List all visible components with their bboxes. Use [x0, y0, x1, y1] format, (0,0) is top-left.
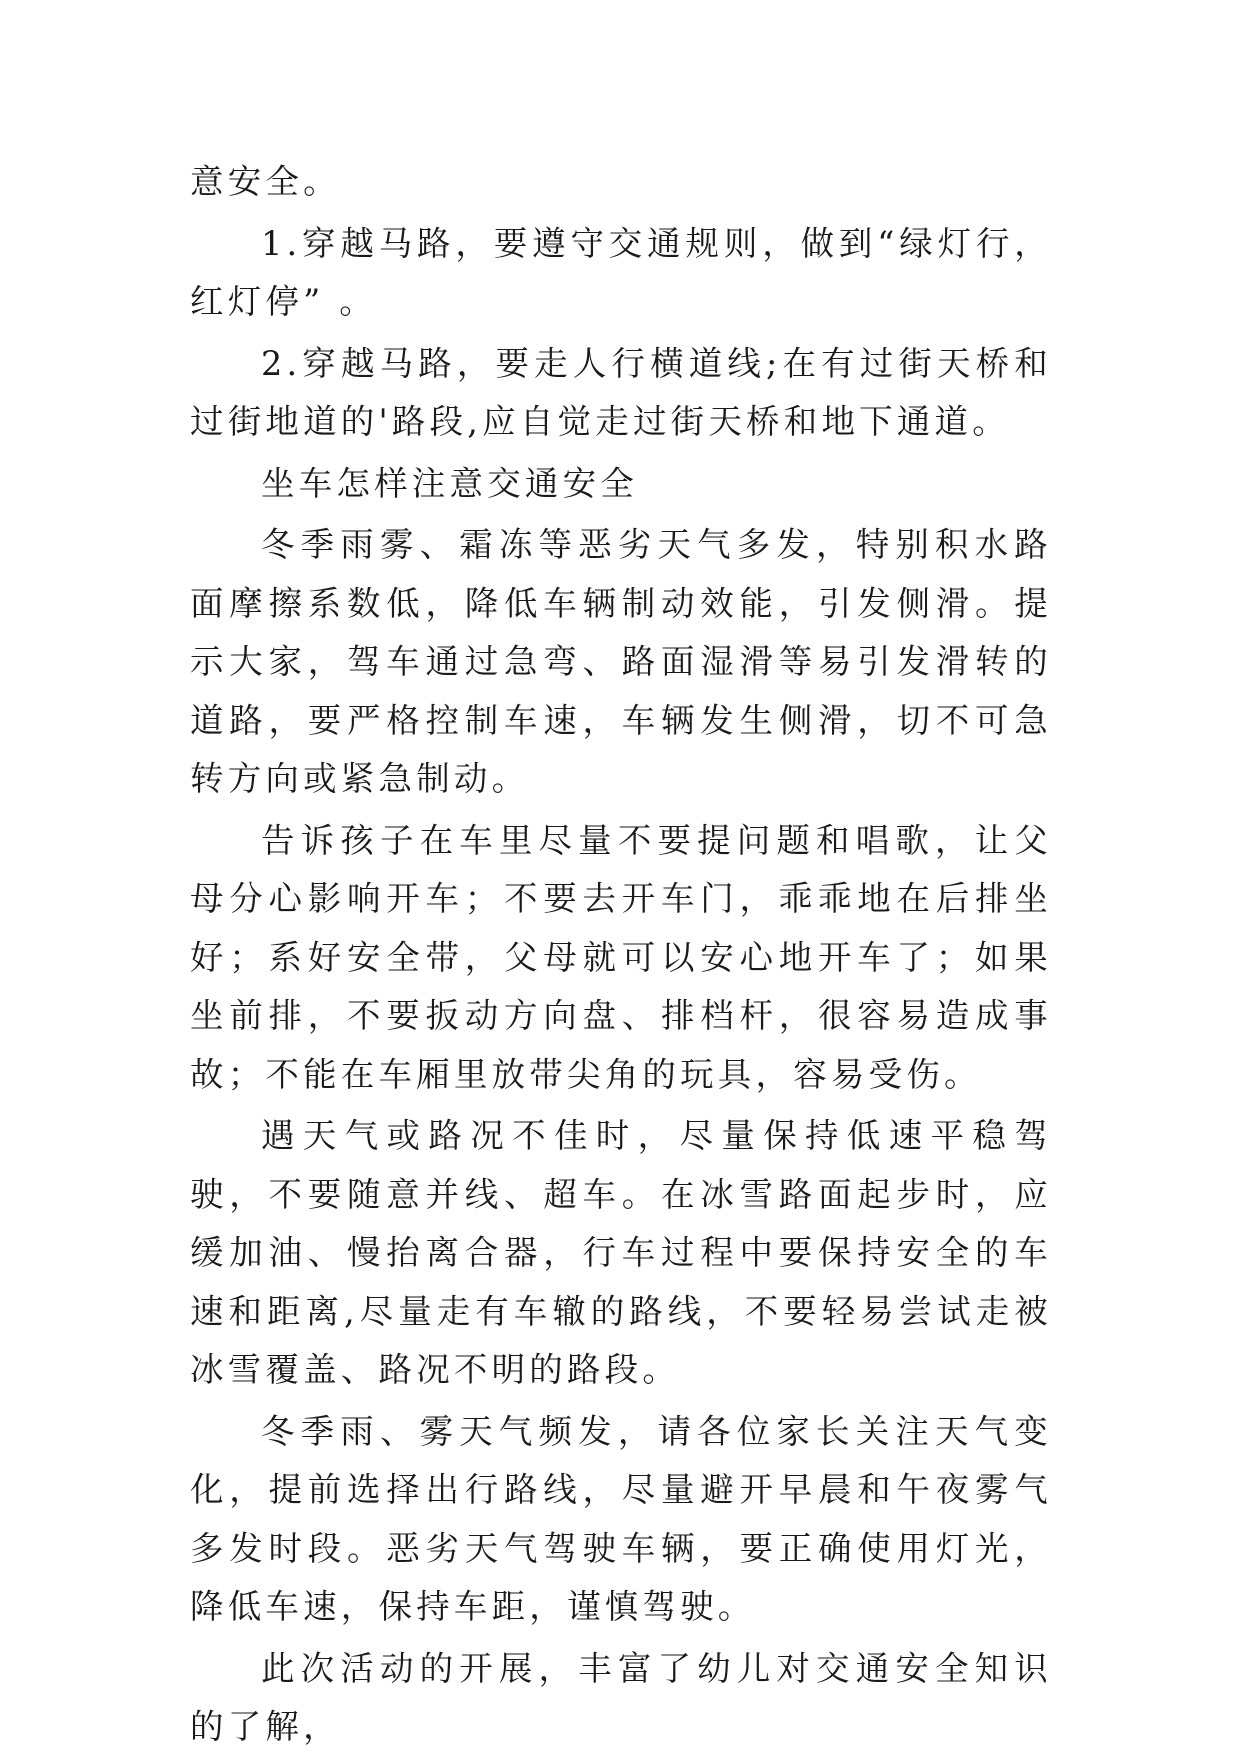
paragraph-child-in-car: 告诉孩子在车里尽量不要提问题和唱歌，让父母分心影响开车；不要去开车门，乖乖地在后排坐好；系好安全带，父母就可以安心地开车了；如果坐前排，不要扳动方向盘、排档杆，很容易造成事故；不能在车厢里放带尖角的玩具，容易受伤。	[190, 820, 1052, 1094]
paragraph-rule-1: 1.穿越马路，要遵守交通规则，做到“绿灯行，红灯停” 。	[190, 223, 1052, 321]
paragraph-rain-fog: 冬季雨、雾天气频发，请各位家长关注天气变化，提前选择出行路线，尽量避开早晨和午夜雾气多发时段。恶劣天气驾驶车辆，要正确使用灯光，降低车速，保持车距，谨慎驾驶。	[190, 1411, 1052, 1626]
document-body	[190, 153, 1052, 1760]
paragraph-rule-2: 2.穿越马路，要走人行横道线;在有过街天桥和过街地道的'路段,应自觉走过街天桥和地下通道。	[190, 343, 1052, 441]
paragraph-bad-road: 遇天气或路况不佳时，尽量保持低速平稳驾驶，不要随意并线、超车。在冰雪路面起步时，应缓加油、慢抬离合器，行车过程中要保持安全的车速和距离,尽量走有车辙的路线，不要轻易尝试走被冰雪覆盖、路况不明的路段。	[190, 1116, 1052, 1389]
paragraph-activity: 此次活动的开展，丰富了幼儿对交通安全知识的了解，	[190, 1648, 1052, 1746]
paragraph-continuation: 意安全。	[190, 162, 341, 201]
paragraph-winter-weather: 冬季雨雾、霜冻等恶劣天气多发，特别积水路面摩擦系数低，降低车辆制动效能，引发侧滑。提示大家，驾车通过急弯、路面湿滑等易引发滑转的道路，要严格控制车速，车辆发生侧滑，切不可急转方向或紧急制动。	[190, 525, 1052, 798]
section-heading: 坐车怎样注意交通安全	[261, 463, 638, 503]
